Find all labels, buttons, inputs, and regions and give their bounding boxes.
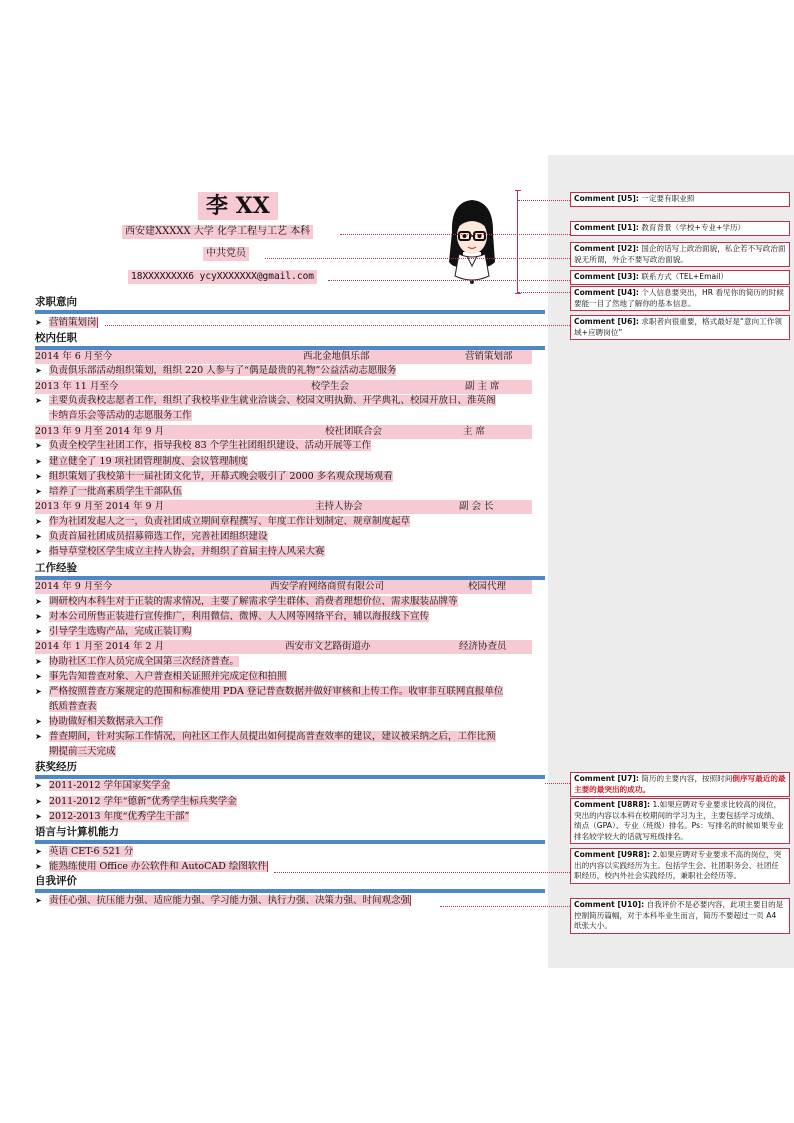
section-title: 校内任职 [35,332,77,344]
list-item: ➤ 2011-2012 学年国家奖学金 [35,780,171,791]
section-work [35,562,545,580]
comment-box[interactable]: Comment [U4]: 个人信息要突出，HR 看见你的简历的时候要能一目了然地了解你的基本信息。 [570,286,790,311]
section-title: 求职意向 [35,296,77,308]
section-title: 语言与计算机能力 [35,826,119,838]
list-item-continued: 纸质普查表 [49,701,97,712]
comment-connector [440,906,570,907]
list-item: ➤ 组织策划了我校第十一届社团文化节，开幕式晚会吸引了 2000 多名观众现场观看 [35,471,393,482]
list-item: ➤ 引导学生选购产品，完成正装订购 [35,626,192,637]
list-item: ➤ 建立健全了 19 项社团管理制度、会议管理制度 [35,456,248,467]
list-item: ➤ 2012-2013 年度“优秀学生干部” [35,811,190,822]
profile-photo [437,192,507,292]
list-item: ➤ 普查期间，针对实际工作情况，向社区工作人员提出如何提高普查效率的建议，建议被采纳之后，工作比预 [35,731,496,742]
list-item: ➤ 营销策划岗 [35,317,97,328]
section-title: 获奖经历 [35,761,77,773]
list-item: ➤ 协助社区工作人员完成全国第三次经济普查。 [35,656,240,667]
list-item: ➤ 严格按照普查方案规定的范围和标准使用 PDA 登记普查数据并做好审核和上传工作。收审非互联网直报单位 [35,686,504,697]
list-item: ➤ 指导草堂校区学生成立主持人协会，并组织了首届主持人风采大赛 [35,546,325,557]
list-item: ➤ 对本公司所售正装进行宣传推广，利用微信、微博、人人网等网络平台，辅以海报线下宣传 [35,611,430,622]
list-item: ➤ 负责全校学生社团工作，指导我校 83 个学生社团组织建设、活动开展等工作 [35,440,372,451]
comment-connector [340,234,570,235]
list-item: ➤ 责任心强、抗压能力强、适应能力强、学习能力强、执行力强、决策力强、时间观念强 [35,895,411,906]
position-row: 2014 年 6 月至今 西北金地俱乐部 营销策划部 [35,350,532,364]
list-item: ➤ 协助做好相关数据录入工作 [35,716,164,727]
list-item-continued: 期提前三天完成 [49,746,116,757]
comment-box[interactable]: Comment [U9R8]: 2.如果应聘对专业要求不高的岗位，突出的内容以实践经历为主。包括学生会、社团职务会、社团任职经历，校内外社会实践经历，兼职社会经历等。 [570,848,790,884]
section-objective [35,296,545,314]
candidate-name: 李 XX [198,192,278,220]
section-campus [35,332,545,350]
list-item: ➤ 英语 CET-6 521 分 [35,846,134,857]
comment-box[interactable]: Comment [U10]: 自我评价不是必要内容，此项主要目的是控制简历篇幅，对于本科毕业生而言，简历不要超过一页 A4 纸张大小。 [570,898,790,934]
list-item: ➤ 能熟练使用 Office 办公软件和 AutoCAD 绘图软件 [35,861,267,872]
section-skills [35,826,545,844]
list-item: ➤ 2011-2012 学年“德新”优秀学生标兵奖学金 [35,796,237,807]
position-row: 2013 年 9 月至 2014 年 9 月 校社团联合会 主 席 [35,425,532,439]
comment-connector [518,292,570,293]
section-divider [35,310,545,314]
comment-connector [105,325,570,326]
section-divider [35,840,545,844]
section-awards [35,761,545,779]
comment-connector [274,872,570,873]
comment-box[interactable]: Comment [U3]: 联系方式（TEL+Email） [570,270,790,285]
comment-box[interactable]: Comment [U8R8]: 1.如果应聘对专业要求比较高的岗位，突出的内容以本科在校期间的学习为主，主要包括学习成绩、绩点（GPA）、专业（班级）排名。Ps：写排名的时候如果专业排名较学较大的话就写班级排名。 [570,798,790,844]
position-row: 2013 年 9 月至 2014 年 9 月 主持人协会 副 会 长 [35,500,532,514]
list-item: ➤ 负责首届社团成员招募筛选工作，完善社团组织建设 [35,531,268,542]
list-item: ➤ 负责俱乐部活动组织策划，组织 220 人参与了“偶是最贵的礼物”公益活动志愿服务 [35,365,397,376]
list-item: ➤ 调研校内本科生对于正装的需求情况，主要了解需求学生群体、消费者理想价位、需求服装品牌等 [35,596,458,607]
party-line: 中共党员 [203,247,249,261]
list-item-continued: 卡纳音乐会等活动的志愿服务工作 [49,410,192,421]
list-item: ➤ 作为社团发起人之一，负责社团成立期间章程撰写、年度工作计划制定、规章制度起草 [35,516,411,527]
comment-connector [545,783,570,784]
position-row: 2014 年 1 月至 2014 年 2 月 西安市文艺路街道办 经济协查员 [35,640,532,654]
position-row: 2013 年 11 月至今 校学生会 副 主 席 [35,380,532,394]
comment-box[interactable]: Comment [U2]: 国企的话写上政治面貌，私企若不写政治面貌无所谓，外企不要写政治面貌。 [570,242,790,267]
education-line: 西安建XXXXX 大学 化学工程与工艺 本科 [122,225,313,239]
comment-connector [265,258,570,259]
comment-box[interactable]: Comment [U7]: 简历的主要内容，按照时间倒序写最近的最主要的最突出的成功。 [570,772,790,797]
comment-connector [328,280,570,281]
section-self [35,875,545,893]
list-item: ➤ 培养了一批高素质学生干部队伍 [35,486,183,497]
arrow-bullet-icon: ➤ [35,318,42,327]
comment-box[interactable]: Comment [U5]: 一定要有职业照 [570,192,790,207]
comment-anchor-bracket [513,190,518,294]
section-title: 自我评价 [35,875,77,887]
section-divider [35,889,545,893]
section-title: 工作经验 [35,562,77,574]
position-row: 2014 年 9 月至今 西安学府网络商贸有限公司 校园代理 [35,580,532,594]
comment-connector [518,200,570,201]
contact-line: 18XXXXXXXX6 ycyXXXXXXX@gmail.com [128,270,317,284]
comment-box[interactable]: Comment [U6]: 求职者向很重要，格式最好是“意向工作领域+应聘岗位” [570,315,790,340]
list-item: ➤ 主要负责我校志愿者工作，组织了我校毕业生就业洽谈会、校园文明执勤、开学典礼、校园开放日、淮英阁 [35,395,496,406]
list-item: ➤ 事先告知普查对象、入户普查相关证照并完成定位和拍照 [35,671,287,682]
comment-box[interactable]: Comment [U1]: 教育背景（学校+专业+学历） [570,221,790,236]
